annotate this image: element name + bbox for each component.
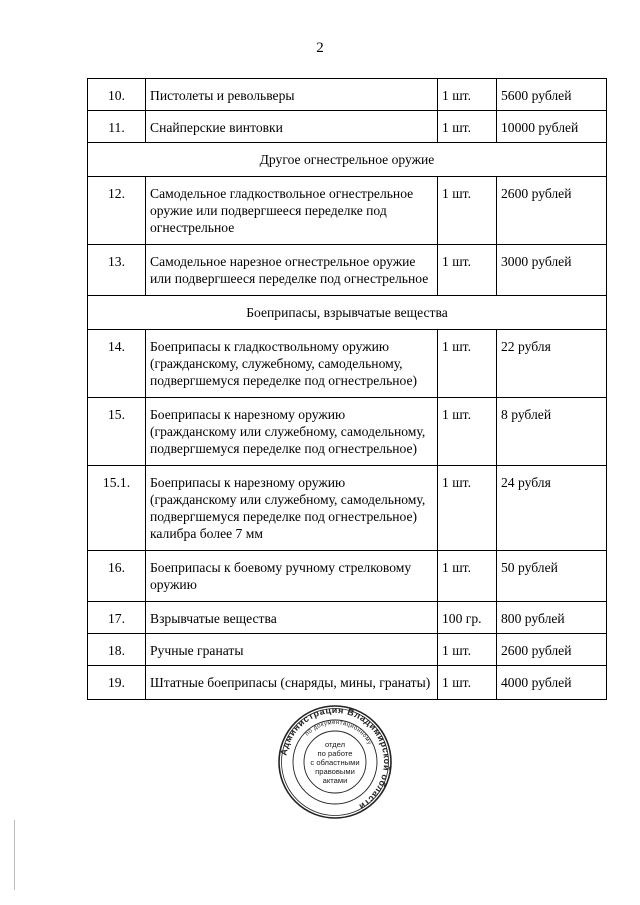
stamp-center-line: по работе xyxy=(317,748,353,758)
item-name: Взрывчатые вещества xyxy=(146,602,438,634)
table-section-row xyxy=(88,143,607,177)
item-name: Самодельное нарезное огнестрельное оружие или подвергшееся переделке под огнестрельное xyxy=(146,245,438,296)
item-quantity: 1 шт. xyxy=(438,666,497,700)
table-section-row xyxy=(88,296,607,330)
item-quantity: 1 шт. xyxy=(438,177,497,245)
table-row xyxy=(88,330,607,398)
table-row xyxy=(88,551,607,602)
scan-margin-line xyxy=(14,820,15,890)
page-number: 2 xyxy=(316,40,324,56)
section-title: Другое огнестрельное оружие xyxy=(88,143,607,177)
row-number: 13. xyxy=(88,245,146,296)
row-number: 19. xyxy=(88,666,146,700)
item-price: 2600 рублей xyxy=(497,177,607,245)
table-row xyxy=(88,111,607,143)
table-row xyxy=(88,245,607,296)
table-row xyxy=(88,666,607,700)
item-name: Штатные боеприпасы (снаряды, мины, гранаты) xyxy=(146,666,438,700)
item-price: 800 рублей xyxy=(497,602,607,634)
stamp-center-line: с областными xyxy=(310,757,360,767)
row-number: 12. xyxy=(88,177,146,245)
item-price: 22 рубля xyxy=(497,330,607,398)
row-number: 14. xyxy=(88,330,146,398)
stamp-outer-text: Администрация Владимирской области xyxy=(278,704,393,813)
item-price: 10000 рублей xyxy=(497,111,607,143)
price-table xyxy=(87,78,607,700)
item-price: 4000 рублей xyxy=(497,666,607,700)
item-quantity: 1 шт. xyxy=(438,79,497,111)
row-number: 18. xyxy=(88,634,146,666)
item-name: Пистолеты и револьверы xyxy=(146,79,438,111)
item-price: 5600 рублей xyxy=(497,79,607,111)
stamp-center-text xyxy=(277,704,393,820)
item-price: 2600 рублей xyxy=(497,634,607,666)
item-quantity: 1 шт. xyxy=(438,245,497,296)
item-name: Ручные гранаты xyxy=(146,634,438,666)
table-row xyxy=(88,602,607,634)
stamp-center-line: отдел xyxy=(324,739,346,749)
item-name: Боеприпасы к нарезному оружию (гражданскому или служебному, самодельному, подвергшемуся переделке под огнестрельное) xyxy=(146,398,438,466)
row-number: 15. xyxy=(88,398,146,466)
item-quantity: 1 шт. xyxy=(438,330,497,398)
item-name: Снайперские винтовки xyxy=(146,111,438,143)
item-price: 24 рубля xyxy=(497,466,607,551)
row-number: 15.1. xyxy=(88,466,146,551)
table-row xyxy=(88,466,607,551)
item-price: 3000 рублей xyxy=(497,245,607,296)
table-row xyxy=(88,634,607,666)
row-number: 11. xyxy=(88,111,146,143)
official-stamp xyxy=(277,704,393,820)
section-title: Боеприпасы, взрывчатые вещества xyxy=(88,296,607,330)
stamp-inner-text: по документационному xyxy=(304,719,373,746)
price-table-body xyxy=(88,79,607,700)
stamp-center-line: правовыми xyxy=(315,766,355,776)
item-quantity: 1 шт. xyxy=(438,634,497,666)
row-number: 10. xyxy=(88,79,146,111)
item-quantity: 100 гр. xyxy=(438,602,497,634)
table-row xyxy=(88,177,607,245)
item-name: Боеприпасы к гладкоствольному оружию (гражданскому, служебному, самодельному, подвергшемуся переделке под огнестрельное) xyxy=(146,330,438,398)
stamp-center-line: актами xyxy=(322,775,348,785)
item-name: Самодельное гладкоствольное огнестрельное оружие или подвергшееся переделке под огнестрельное xyxy=(146,177,438,245)
item-quantity: 1 шт. xyxy=(438,111,497,143)
item-name: Боеприпасы к боевому ручному стрелковому оружию xyxy=(146,551,438,602)
item-price: 8 рублей xyxy=(497,398,607,466)
item-price: 50 рублей xyxy=(497,551,607,602)
item-quantity: 1 шт. xyxy=(438,466,497,551)
table-row xyxy=(88,398,607,466)
item-name: Боеприпасы к нарезному оружию (гражданскому или служебному, самодельному, подвергшемуся переделке под огнестрельное) калибра более 7 мм xyxy=(146,466,438,551)
item-quantity: 1 шт. xyxy=(438,398,497,466)
item-quantity: 1 шт. xyxy=(438,551,497,602)
row-number: 17. xyxy=(88,602,146,634)
row-number: 16. xyxy=(88,551,146,602)
table-row xyxy=(88,79,607,111)
